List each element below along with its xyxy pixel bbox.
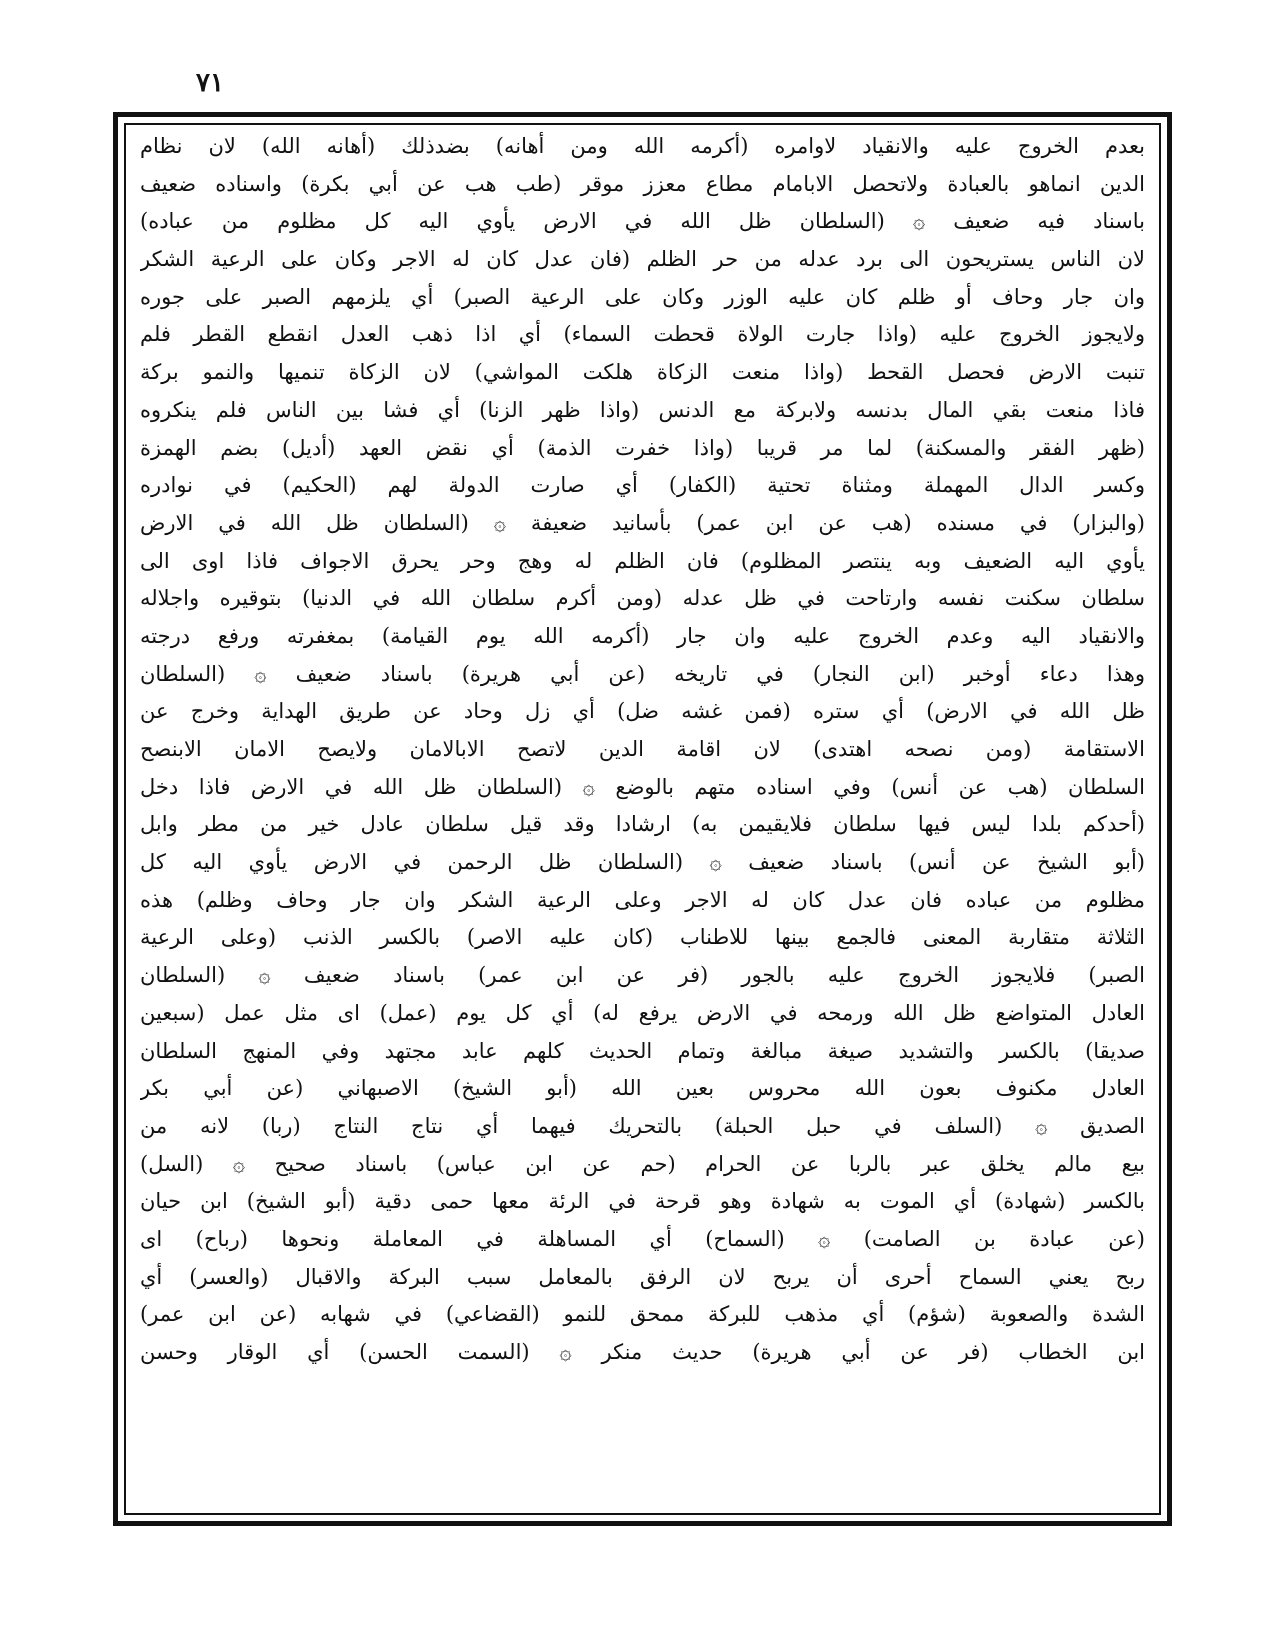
text-line: (ظهر الفقر والمسكنة) لما مر قريبا (واذا خفرت الذمة) أي نقض العهد (أديل) بضم الهمزة (140, 435, 1145, 460)
text-line: (عن عبادة بن الصامت) ۞ (السماح) أي المساهلة في المعاملة ونحوها (رباح) اى (140, 1226, 1145, 1251)
text-line: بيع مالم يخلق عبر بالربا عن الحرام (حم عن ابن عباس) باسناد صحيح ۞ (السل) (140, 1151, 1145, 1176)
text-line: (أحدكم بلدا ليس فيها سلطان فلايقيمن به) ارشادا وقد قيل سلطان عادل خير من مطر وابل (140, 812, 1145, 837)
text-line: وكسر الدال المهملة ومثناة تحتية (الكفار) أي صارت الدولة لهم (الحكيم) في نوادره (140, 473, 1145, 498)
text-line: السلطان (هب عن أنس) وفي اسناده متهم بالوضع ۞ (السلطان ظل الله في الارض فاذا دخل (140, 774, 1145, 799)
text-line: الاستقامة (ومن نصحه اهتدى) لان اقامة الدين لاتصح الابالامان ولايصح الامان الابنصح (140, 737, 1145, 761)
text-line: وان جار وحاف أو ظلم كان عليه الوزر وكان على الرعية الصبر) أي يلزمهم الصبر على جوره (140, 284, 1145, 309)
text-line: تنبت الارض فحصل القحط (واذا منعت الزكاة هلكت المواشي) لان الزكاة تنميها والنمو بركة (140, 360, 1145, 385)
text-line: بالكسر (شهادة) أي الموت به شهادة وهو قرحة في الرئة معها حمى دقية (أبو الشيخ) ابن حيان (140, 1189, 1145, 1214)
text-line: صديقا) بالكسر والتشديد صيغة مبالغة وتمام الحديث كلهم عابد مجتهد وفي المنهج السلطان (140, 1038, 1145, 1063)
text-line: باسناد فيه ضعيف ۞ (السلطان ظل الله في الارض يأوي اليه كل مظلوم من عباده) (140, 209, 1145, 234)
text-line: فاذا منعت بقي المال بدنسه ولابركة مع الدنس (واذا ظهر الزنا) أي فشا بين الناس فلم ينكروه (140, 397, 1145, 422)
text-line: ظل الله في الارض) أي ستره (فمن غشه ضل) أي زل وحاد عن طريق الهداية وخرج عن (140, 699, 1145, 724)
text-line: العادل مكنوف بعون الله محروس بعين الله (أبو الشيخ) الاصبهاني (عن أبي بكر (140, 1076, 1145, 1101)
text-line: الصبر) فلايجوز الخروج عليه بالجور (فر عن ابن عمر) باسناد ضعيف ۞ (السلطان (140, 963, 1145, 988)
text-line: (أبو الشيخ عن أنس) باسناد ضعيف ۞ (السلطان ظل الرحمن في الارض يأوي اليه كل (140, 850, 1145, 875)
page-number: ٧١ (196, 68, 224, 98)
text-line: ابن الخطاب (فر عن أبي هريرة) حديث منكر ۞ (السمت الحسن) أي الوقار وحسن (140, 1340, 1145, 1364)
text-line: يأوي اليه الضعيف وبه ينتصر المظلوم) فان الظلم له وهج وحر يحرق الاجواف فاذا اوى الى (140, 548, 1145, 573)
text-line: لان الناس يستريحون الى برد عدله من حر الظلم (فان عدل كان له الاجر وكان على الرعية الشكر (140, 247, 1145, 272)
text-line: والانقياد اليه وعدم الخروج عليه وان جار (أكرمه الله يوم القيامة) بمغفرته ورفع درجته (140, 623, 1145, 648)
text-line: الثلاثة متقاربة المعنى فالجمع بينها للاطناب (كان عليه الاصر) بالكسر الذنب (وعلى الرعية (140, 925, 1145, 950)
text-line: الدين انماهو بالعبادة ولاتحصل الابامام مطاع معزز موقر (طب هب عن أبي بكرة) واسناده ضعيف (140, 171, 1145, 196)
text-line: سلطان سكنت نفسه وارتاحت في ظل عدله (ومن أكرم سلطان الله في الدنيا) بتوقيره واجلاله (140, 586, 1145, 611)
text-line: وهذا دعاء أوخبر (ابن النجار) في تاريخه (عن أبي هريرة) باسناد ضعيف ۞ (السلطان (140, 661, 1145, 686)
text-line: ربح يعني السماح أحرى أن يربح لان الرفق بالمعامل سبب البركة والاقبال (والعسر) أي (140, 1264, 1145, 1289)
text-line: العادل المتواضع ظل الله ورمحه في الارض يرفع له) أي كل يوم (عمل) اى مثل عمل (سبعين (140, 1000, 1145, 1025)
text-line: الشدة والصعوبة (شؤم) أي مذهب للبركة ممحق للنمو (القضاعي) في شهابه (عن ابن عمر) (140, 1302, 1145, 1327)
text-line: مظلوم من عباده فان عدل كان له الاجر وعلى الرعية الشكر وان جار وحاف وظلم) هذه (140, 887, 1145, 912)
text-line: بعدم الخروج عليه والانقياد لاوامره (أكرمه الله ومن أهانه) بضدذلك (أهانه الله) لان نظام (140, 134, 1145, 158)
manuscript-text-block (140, 128, 1145, 1508)
text-line: الصديق ۞ (السلف في حبل الحبلة) بالتحريك فيهما أي نتاج النتاج (ربا) لانه من (140, 1113, 1145, 1138)
text-line: ولايجوز الخروج عليه (واذا جارت الولاة قحطت السماء) أي اذا ذهب العدل انقطع القطر فلم (140, 322, 1145, 347)
text-line: (والبزار) في مسنده (هب عن ابن عمر) بأسانيد ضعيفة ۞ (السلطان ظل الله في الارض (140, 510, 1145, 535)
